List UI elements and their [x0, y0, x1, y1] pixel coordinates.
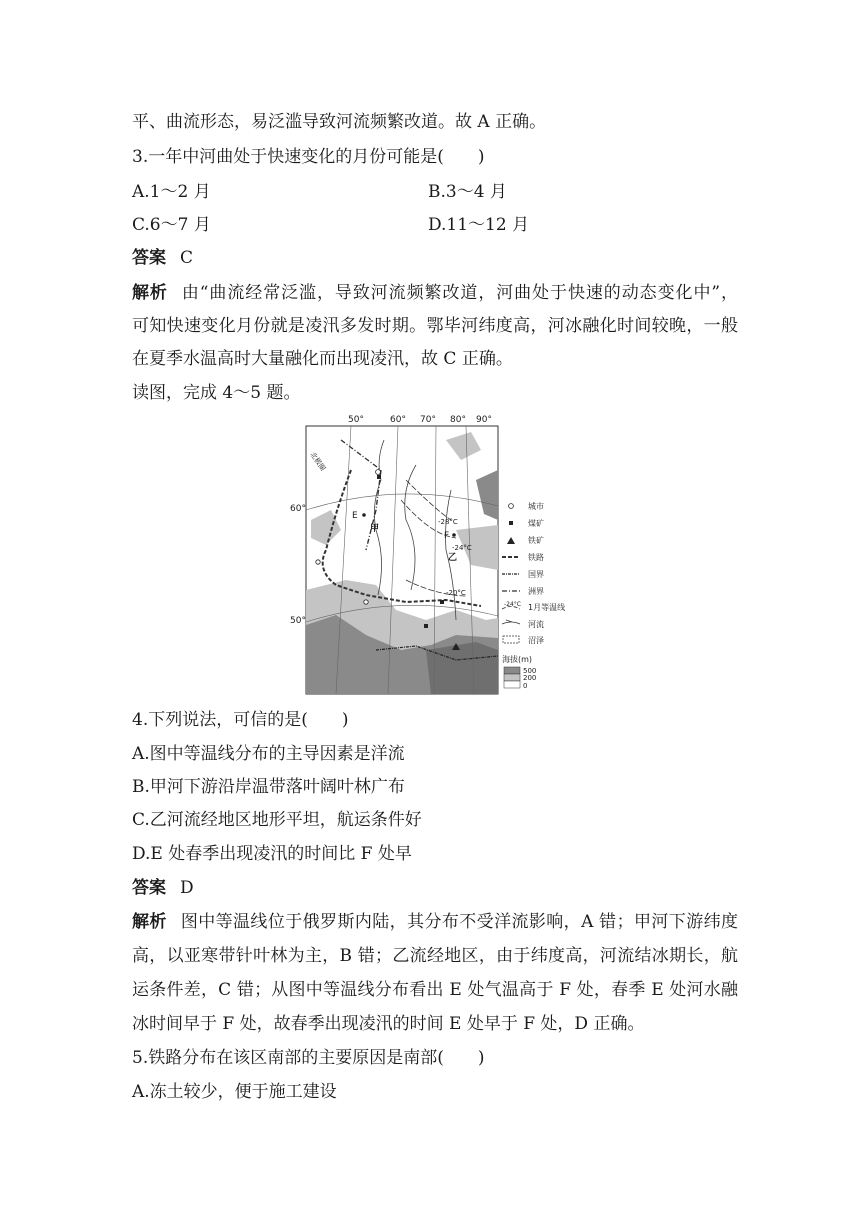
- lat-label: 50°: [290, 616, 306, 626]
- city-marker: [362, 513, 366, 517]
- lon-label: 60°: [390, 415, 406, 425]
- q3-option-a: A.1～2 月: [132, 182, 211, 202]
- legend-city-icon: [509, 504, 514, 509]
- question-4: 4.下列说法，可信的是( ): [132, 710, 349, 730]
- legend-elev-mid-swatch: [504, 674, 520, 681]
- legend-iron-icon: [507, 537, 515, 544]
- map-svg: [290, 410, 582, 696]
- answer-value: D: [180, 878, 194, 898]
- city-marker: [316, 560, 320, 564]
- legend-national-border: 国界: [528, 570, 544, 579]
- q4-option-b: B.甲河下游沿岸温带落叶阔叶林广布: [132, 777, 405, 797]
- city-marker: [376, 470, 381, 475]
- legend-iron: 铁矿: [528, 536, 544, 545]
- place-label-e: E: [352, 511, 358, 521]
- coal-marker: [440, 600, 444, 604]
- legend-elev-value: 200: [523, 674, 537, 682]
- q4-option-c: C.乙河流经地区地形平坦，航运条件好: [132, 810, 422, 830]
- q3-explanation-line: 在夏季水温高时大量融化而出现凌汛，故 C 正确。: [132, 349, 513, 369]
- isotherm-label: -28°C: [438, 518, 458, 526]
- q4-explanation-line: [132, 910, 738, 934]
- arctic-circle-label: 北极圈: [308, 450, 327, 473]
- legend-elev-value: 500: [523, 667, 537, 675]
- lat-label: 60°: [290, 504, 306, 514]
- isotherm-label: -24°C: [452, 544, 472, 552]
- q4-answer: [132, 876, 194, 900]
- legend-elev-low-swatch: [504, 681, 520, 688]
- legend-city: 城市: [528, 502, 544, 511]
- legend-elev-value: 0: [523, 682, 528, 690]
- lon-label: 80°: [450, 415, 466, 425]
- answer-label: 答案: [132, 878, 166, 898]
- answer-value: C: [180, 248, 194, 268]
- text-line: 平、曲流形态，易泛滥导致河流频繁改道。故 A 正确。: [132, 112, 547, 132]
- legend-railway: 铁路: [528, 553, 544, 562]
- q5-option-a: A.冻土较少，便于施工建设: [132, 1082, 337, 1102]
- q3-option-c: C.6～7 月: [132, 215, 211, 235]
- q3-option-b: B.3～4 月: [428, 182, 507, 202]
- legend-isotherm-sample: -24°C: [504, 601, 521, 608]
- lon-label: 90°: [476, 415, 492, 425]
- q4-explanation-line: 冰时间早于 F 处，故春季出现凌汛的时间 E 处早于 F 处，D 正确。: [132, 1014, 645, 1034]
- legend-coal: 煤矿: [528, 519, 544, 528]
- legend-elev-high-swatch: [504, 667, 520, 674]
- legend-isotherm: 1月等温线: [528, 603, 566, 612]
- coal-marker: [424, 624, 428, 628]
- legend-coal-icon: [509, 521, 513, 525]
- place-label-jia: 甲: [370, 524, 380, 534]
- place-label-yi: 乙: [448, 553, 458, 563]
- explanation-text: 图中等温线位于俄罗斯内陆，其分布不受洋流影响，A 错；甲河下游纬度: [180, 912, 738, 932]
- lon-label: 70°: [420, 415, 436, 425]
- legend-river-icon: [502, 620, 520, 624]
- q3-option-d: D.11～12 月: [428, 215, 530, 235]
- answer-label: 答案: [132, 248, 166, 268]
- q4-option-a: A.图中等温线分布的主导因素是洋流: [132, 744, 405, 764]
- q3-answer: [132, 246, 193, 270]
- q4-option-d: D.E 处春季出现凌汛的时间比 F 处早: [132, 844, 412, 864]
- q3-explanation-line: 可知快速变化月份就是凌汛多发时期。鄂毕河纬度高，河冰融化时间较晚，一般: [132, 316, 738, 336]
- legend-continent-border: 洲界: [528, 587, 544, 596]
- place-label-f: F: [444, 531, 450, 541]
- city-marker: [452, 533, 456, 537]
- explanation-text: 由“曲流经常泛滥，导致河流频繁改道，河曲处于快速的动态变化中”，: [181, 283, 738, 303]
- legend-swamp-icon: [503, 636, 519, 643]
- coal-marker: [377, 475, 381, 479]
- q4-explanation-line: 高，以亚寒带针叶林为主，B 错；乙流经地区，由于纬度高，河流结冰期长，航: [132, 946, 738, 966]
- explanation-label: 解析: [132, 283, 168, 303]
- q3-explanation-line: [132, 281, 738, 305]
- map-figure: [290, 410, 582, 696]
- legend-swamp: 沼泽: [528, 636, 544, 645]
- read-figure-prompt: 读图，完成 4～5 题。: [132, 383, 301, 403]
- isotherm-label: -20°C: [446, 589, 466, 597]
- legend-elevation-title: 海拔(m): [502, 655, 533, 664]
- explanation-label: 解析: [132, 912, 167, 932]
- legend-river: 河流: [528, 620, 544, 629]
- high-elevation-area: [426, 642, 498, 694]
- map-legend: [502, 501, 565, 690]
- question-5: 5.铁路分布在该区南部的主要原因是南部( ): [132, 1048, 485, 1068]
- lon-label: 50°: [348, 415, 364, 425]
- q4-explanation-line: 运条件差，C 错；从图中等温线分布看出 E 处气温高于 F 处，春季 E 处河水融: [132, 980, 738, 1000]
- question-3: 3.一年中河曲处于快速变化的月份可能是( ): [132, 147, 485, 167]
- city-marker: [364, 600, 368, 604]
